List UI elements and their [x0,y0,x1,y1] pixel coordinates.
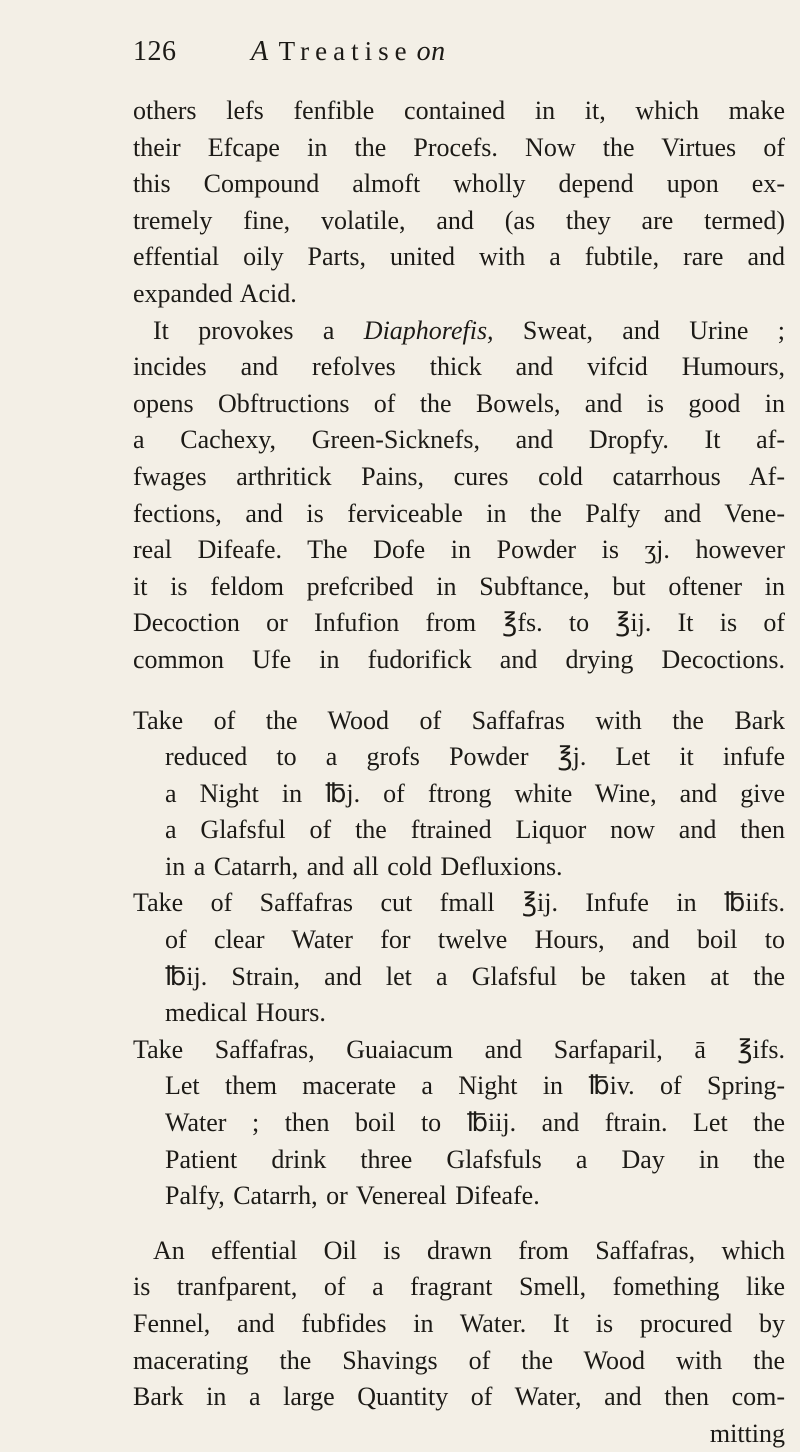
text-line: opens Obftructions of the Bowels, and is good in [133,388,785,418]
text-line: effential oily Parts, united with a fubtile, rare and [133,242,785,272]
header-title-a: A [251,36,269,67]
text-line: others lefs fenfible contained in it, which make [133,96,785,125]
text-line: their Efcape in the Procefs. Now the Virtues of [133,132,785,162]
text-line: Bark in a large Quantity of Water, and then com- [133,1382,785,1412]
text-line: fections, and is ferviceable in the Palfy and Vene- [133,498,785,528]
page-number: 126 [133,36,177,67]
running-header [133,36,773,76]
text-line: a Cachexy, Green-Sicknefs, and Dropfy. It af- [133,425,785,455]
spacer [133,679,785,703]
text-line: fwages arthritick Pains, cures cold catarrhous Af- [133,461,785,491]
text-line: a Night in ℔j. of ftrong white Wine, and give [165,778,785,808]
catchword: mitting [709,1418,785,1448]
text-line: of clear Water for twelve Hours, and boil to [165,925,785,955]
italic-term: Diaphorefis, [363,315,494,345]
text-line [133,313,785,350]
text-line: Fennel, and fubfides in Water. It is procured by [133,1309,785,1338]
text-fragment: Sweat, and Urine ; [493,315,785,345]
paragraph-essential-oil [133,1233,785,1452]
header-title-on: on [416,36,446,67]
paragraph-virtues [133,93,785,313]
text-line: a Glafsful of the ftrained Liquor now and then [165,815,785,845]
text-line: medical Hours. [165,998,326,1028]
recipe-compound-decoction [133,1032,785,1215]
text-line: Patient drink three Glafsfuls a Day in the [165,1144,785,1174]
header-title-treatise: Treatise [278,36,413,66]
text-line: An effential Oil is drawn from Saffafras, which [153,1235,785,1265]
text-line: ℔ij. Strain, and let a Glafsful be taken at the [165,961,785,991]
text-line: is tranfparent, of a fragrant Smell, fomething like [133,1272,785,1302]
text-line: this Compound almoft wholly depend upon ex- [133,169,785,199]
paragraph-uses [133,313,785,679]
text-line: tremely fine, volatile, and (as they are termed) [133,205,785,235]
text-line: Palfy, Catarrh, or Venereal Difeafe. [165,1181,540,1211]
text-line: macerating the Shavings of the Wood with the [133,1345,785,1375]
text-line: Take Saffafras, Guaiacum and Sarfaparil, ā ℥ifs. [133,1034,785,1064]
text-line: Let them macerate a Night in ℔iv. of Spring- [165,1071,785,1101]
text-line: incides and refolves thick and vifcid Humours, [133,352,785,382]
text-fragment: It provokes a [153,315,364,345]
text-line: Take of Saffafras cut fmall ℥ij. Infufe in ℔iifs. [133,888,785,918]
spacer [133,1215,785,1233]
text-line: expanded Acid. [133,278,297,308]
recipe-wine-infusion [133,703,785,886]
page-body [133,93,785,1452]
text-line: Take of the Wood of Saffafras with the Bark [133,705,785,735]
text-line: common Ufe in fudorifick and drying Decoctions. [133,644,785,674]
text-line: Decoction or Infufion from ℥fs. to ℥ij. It is of [133,608,785,638]
text-line: in a Catarrh, and all cold Defluxions. [165,851,563,881]
text-line: it is feldom prefcribed in Subftance, but oftener in [133,571,785,601]
text-line: real Difeafe. The Dofe in Powder is ʒj. however [133,535,785,565]
recipe-water-decoction [133,885,785,1031]
text-line: Water ; then boil to ℔iij. and ftrain. Let the [165,1108,785,1138]
text-line: reduced to a grofs Powder ℥j. Let it infufe [165,742,785,772]
